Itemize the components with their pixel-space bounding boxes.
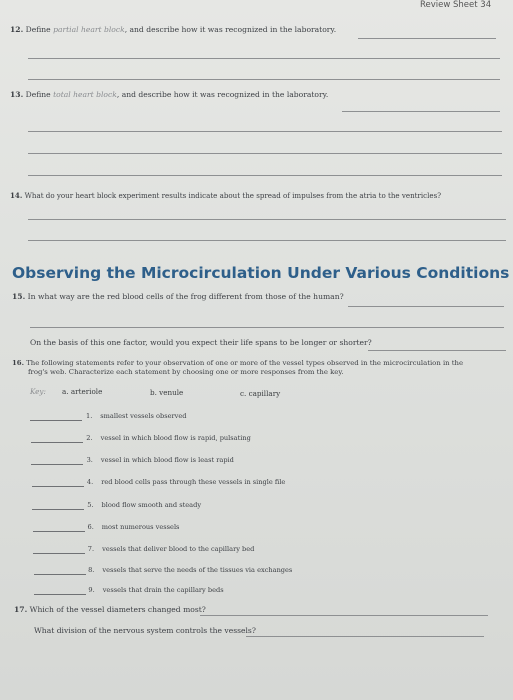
statement-number: 4. xyxy=(86,478,94,486)
question-text: In what way are the red blood cells of the frog different from those of the human? xyxy=(27,292,344,301)
statement-item xyxy=(88,566,292,574)
key-label: Key: xyxy=(30,387,46,396)
question-17-followup: What division of the nervous system controls the vessels? xyxy=(34,626,256,635)
statement-text: most numerous vessels xyxy=(101,523,180,531)
statement-number: 5. xyxy=(87,501,94,509)
statement-item xyxy=(88,586,223,594)
statement-number: 3. xyxy=(86,456,93,464)
question-text: Define xyxy=(25,90,54,99)
statement-text: smallest vessels observed xyxy=(100,412,187,420)
statement-answer-blank[interactable] xyxy=(32,509,84,510)
question-text: Which of the vessel diameters changed most? xyxy=(29,605,206,614)
statement-answer-blank[interactable] xyxy=(34,594,86,595)
statement-item xyxy=(87,478,285,486)
question-number: 13. xyxy=(10,90,24,99)
question-14 xyxy=(10,191,441,200)
question-16-line2: frog's web. Characterize each statement by choosing one or more responses from the key. xyxy=(28,368,344,376)
answer-line[interactable] xyxy=(348,306,504,307)
question-number: 16. xyxy=(12,359,24,367)
statement-number: 1. xyxy=(86,412,93,420)
question-term: partial heart block xyxy=(53,25,125,34)
question-number: 12. xyxy=(10,25,24,34)
statement-item xyxy=(88,523,180,531)
statement-answer-blank[interactable] xyxy=(31,464,83,465)
answer-line[interactable] xyxy=(358,38,496,39)
question-17 xyxy=(14,605,206,614)
section-title: Observing the Microcirculation Under Various Conditions xyxy=(12,264,510,282)
statement-number: 6. xyxy=(87,523,94,531)
statement-item xyxy=(87,501,201,509)
answer-line[interactable] xyxy=(342,111,500,112)
statement-answer-blank[interactable] xyxy=(31,442,83,443)
statement-item xyxy=(88,545,255,553)
question-term: total heart block xyxy=(53,90,117,99)
answer-line[interactable] xyxy=(28,58,500,59)
statement-number: 2. xyxy=(86,434,93,442)
statement-text: vessels that drain the capillary beds xyxy=(102,586,224,594)
statement-text: red blood cells pass through these vessels in single file xyxy=(101,478,286,486)
question-15 xyxy=(12,292,344,301)
statement-number: 9. xyxy=(88,586,95,594)
statement-text: blood flow smooth and steady xyxy=(101,501,202,509)
question-16 xyxy=(12,359,463,367)
page-header: Review Sheet 34 xyxy=(420,0,492,10)
statement-answer-blank[interactable] xyxy=(34,574,86,575)
answer-line[interactable] xyxy=(246,636,484,637)
answer-line[interactable] xyxy=(368,350,506,351)
statement-answer-blank[interactable] xyxy=(32,486,84,487)
answer-line[interactable] xyxy=(28,219,506,220)
statement-number: 7. xyxy=(87,545,95,553)
question-text: What do your heart block experiment results indicate about the spread of impulses from the atria to the ventricles? xyxy=(24,191,442,200)
answer-line[interactable] xyxy=(28,79,500,80)
key-c: c. capillary xyxy=(240,389,281,398)
question-number: 17. xyxy=(14,605,28,614)
question-12 xyxy=(10,25,336,34)
statement-item xyxy=(86,412,186,420)
answer-line[interactable] xyxy=(28,131,502,132)
statement-answer-blank[interactable] xyxy=(33,531,85,532)
question-number: 14. xyxy=(10,191,23,200)
key-a: a. arteriole xyxy=(62,387,103,396)
statement-item xyxy=(87,456,234,464)
statement-text: vessel in which blood flow is least rapid xyxy=(100,456,234,464)
statement-answer-blank[interactable] xyxy=(33,553,85,554)
question-number: 15. xyxy=(12,292,26,301)
statement-answer-blank[interactable] xyxy=(30,420,82,421)
statement-text: vessel in which blood flow is rapid, pulsating xyxy=(100,434,251,442)
statement-text: vessels that serve the needs of the tissues via exchanges xyxy=(102,566,293,574)
question-text: Define xyxy=(25,25,54,34)
answer-line[interactable] xyxy=(28,153,502,154)
answer-line[interactable] xyxy=(28,240,506,241)
answer-line[interactable] xyxy=(200,615,488,616)
answer-line[interactable] xyxy=(30,327,504,328)
statement-item xyxy=(86,434,251,442)
statement-number: 8. xyxy=(88,566,95,574)
question-text: , and describe how it was recognized in the laboratory. xyxy=(124,25,337,34)
question-15-followup: On the basis of this one factor, would you expect their life spans to be longer or shorter? xyxy=(30,338,372,347)
answer-line[interactable] xyxy=(28,175,502,176)
question-text: The following statements refer to your observation of one or more of the vessel types observed in the microcirculation in the xyxy=(26,359,464,367)
statement-text: vessels that deliver blood to the capillary bed xyxy=(102,545,255,553)
key-row xyxy=(30,387,46,396)
question-text: , and describe how it was recognized in the laboratory. xyxy=(116,90,329,99)
key-b: b. venule xyxy=(150,388,184,397)
question-13 xyxy=(10,90,328,99)
